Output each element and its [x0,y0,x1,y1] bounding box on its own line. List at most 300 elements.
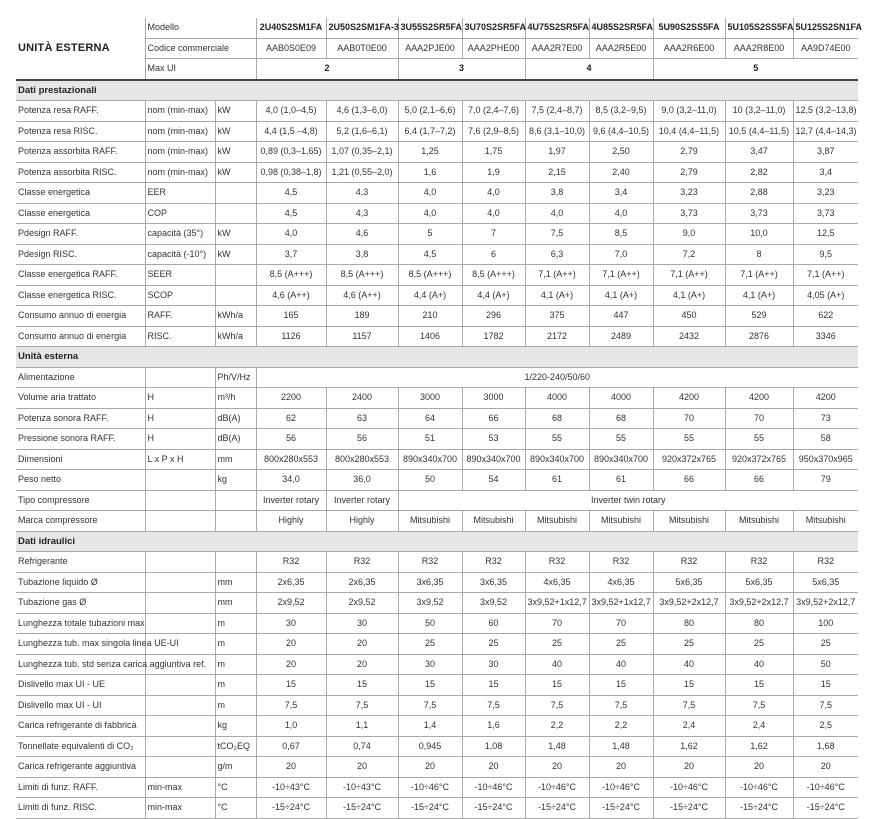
row-condition: RAFF. [145,306,215,327]
value-cell: 4,6 (1,3–6,0) [326,101,398,122]
value-cell: 296 [462,306,525,327]
value-cell: 890x340x700 [525,449,589,470]
value-cell: 3,4 [793,162,858,183]
value-cell: -10÷46°C [398,777,462,798]
value-cell: 450 [653,306,725,327]
value-cell: 8,5 (3,2–9,5) [589,101,653,122]
table-row [16,408,858,429]
value-cell: 80 [725,613,793,634]
value-cell: 4,05 (A+) [793,285,858,306]
value-cell: 2x9,52 [256,593,326,614]
table-row [16,388,858,409]
value-cell: 20 [256,654,326,675]
model-name: 4U75S2SR5FA [525,18,589,38]
value-cell: 7,5 [525,695,589,716]
value-cell: 5x6,35 [793,572,858,593]
value-cell: 920x372x765 [653,449,725,470]
row-label: Pdesign RISC. [16,244,145,265]
value-cell: 2,40 [589,162,653,183]
model-name: 5U125S2SN1FA [793,18,858,38]
row-label: Potenza assorbita RISC. [16,162,145,183]
value-cell: 3,7 [256,244,326,265]
value-cell: -10÷46°C [653,777,725,798]
row-condition: SEER [145,265,215,286]
value-cell: 3,23 [653,183,725,204]
value-cell: 3x9,52+1x12,7 [589,593,653,614]
row-label: Potenza resa RAFF. [16,101,145,122]
value-cell: 7,5 [725,695,793,716]
value-cell: 40 [525,654,589,675]
table-row [16,101,858,122]
value-cell: Mitsubishi [398,511,462,532]
value-cell: -15÷24°C [326,798,398,819]
row-label: Alimentazione [16,367,145,388]
value-cell: 15 [256,675,326,696]
value-cell: 10,5 (4,4–11,5) [725,121,793,142]
value-cell: 800x280x553 [256,449,326,470]
value-cell: 4,4 (A+) [398,285,462,306]
value-cell: 50 [398,470,462,491]
row-condition: nom (min-max) [145,121,215,142]
header-row-model [16,18,858,38]
value-cell: 8,5 [589,224,653,245]
value-cell: 3,23 [793,183,858,204]
value-cell: 2,4 [653,716,725,737]
value-cell: 34,0 [256,470,326,491]
value-cell: 4,3 [326,203,398,224]
value-cell: 4,0 [589,203,653,224]
row-unit [215,511,256,532]
table-row [16,244,858,265]
commercial-code: AAA2R6E00 [653,38,725,59]
value-cell: 30 [256,613,326,634]
value-cell: 4200 [653,388,725,409]
value-cell: 4,1 (A+) [653,285,725,306]
value-cell: 25 [525,634,589,655]
value-cell: 30 [398,654,462,675]
model-name: 4U85S2SR5FA [589,18,653,38]
table-row [16,470,858,491]
value-cell: 15 [793,675,858,696]
row-unit: dB(A) [215,429,256,450]
value-cell: 4,0 [462,203,525,224]
row-unit: dB(A) [215,408,256,429]
row-label: Lunghezza tub. max singola linea UE-UI [16,634,145,655]
row-condition: COP [145,203,215,224]
commercial-code: AAB0S0E09 [256,38,326,59]
value-cell: 68 [525,408,589,429]
value-cell: 3x9,52 [398,593,462,614]
value-cell: Mitsubishi [653,511,725,532]
value-cell: 2432 [653,326,725,347]
row-unit: m³/h [215,388,256,409]
value-cell: 56 [256,429,326,450]
row-condition [145,675,215,696]
row-label: Classe energetica RISC. [16,285,145,306]
value-cell: 1,21 (0,55–2,0) [326,162,398,183]
row-condition [145,470,215,491]
table-row [16,654,858,675]
value-cell: 447 [589,306,653,327]
value-cell: 1157 [326,326,398,347]
table-row [16,224,858,245]
maxui-value: 3 [398,59,525,80]
value-cell: 1126 [256,326,326,347]
row-condition: capacità (-10°) [145,244,215,265]
row-unit: kW [215,162,256,183]
value-cell: 20 [256,634,326,655]
value-cell: 50 [398,613,462,634]
value-cell: 30 [326,613,398,634]
value-cell: 1782 [462,326,525,347]
value-cell: 1,6 [462,716,525,737]
value-cell: -10÷46°C [589,777,653,798]
value-cell: 4,1 (A+) [725,285,793,306]
value-cell: 2x6,35 [256,572,326,593]
value-cell: 55 [653,429,725,450]
row-condition: EER [145,183,215,204]
value-cell: 890x340x700 [398,449,462,470]
row-unit: kg [215,470,256,491]
row-label: Lunghezza totale tubazioni max [16,613,145,634]
value-cell: 2,88 [725,183,793,204]
model-name: 3U70S2SR5FA [462,18,525,38]
row-label: Limiti di funz. RAFF. [16,777,145,798]
row-unit: kWh/a [215,326,256,347]
value-cell: 2,82 [725,162,793,183]
row-label: Lunghezza tub. std senza carica aggiuntiva ref. [16,654,145,675]
value-cell: 4,4 (A+) [462,285,525,306]
row-condition: H [145,408,215,429]
maxui-value: 5 [653,59,858,80]
value-cell: 12,5 [793,224,858,245]
value-cell: 375 [525,306,589,327]
spec-table [16,18,863,819]
row-unit: kWh/a [215,306,256,327]
value-cell: 25 [462,634,525,655]
table-row [16,285,858,306]
row-unit: kW [215,142,256,163]
value-cell: -15÷24°C [256,798,326,819]
table-row [16,511,858,532]
row-condition [145,593,215,614]
value-cell: 12,7 (4,4–14,3) [793,121,858,142]
value-cell: -15÷24°C [462,798,525,819]
value-cell: 8,6 (3,1–10,0) [525,121,589,142]
row-label: Tubazione liquido Ø [16,572,145,593]
value-cell: 7,1 (A++) [653,265,725,286]
value-cell: 20 [793,757,858,778]
value-cell: 20 [525,757,589,778]
value-cell: 4,5 [256,183,326,204]
value-cell: 4000 [525,388,589,409]
value-cell: 1,97 [525,142,589,163]
model-name: 2U50S2SM1FA-3 [326,18,398,38]
value-cell: Mitsubishi [525,511,589,532]
table-row [16,552,858,573]
value-cell: 55 [525,429,589,450]
value-cell: 4,6 (A++) [326,285,398,306]
value-cell: -15÷24°C [725,798,793,819]
value-cell: 622 [793,306,858,327]
value-cell: 4,6 [326,224,398,245]
value-cell: 4000 [589,388,653,409]
row-condition [145,716,215,737]
value-cell: 4x6,35 [525,572,589,593]
row-unit: m [215,634,256,655]
row-condition [145,736,215,757]
value-cell: 25 [725,634,793,655]
value-cell: 5 [398,224,462,245]
row-unit: m [215,675,256,696]
commercial-code: AAA2PJE00 [398,38,462,59]
value-cell: Mitsubishi [793,511,858,532]
value-cell: 7,1 (A++) [525,265,589,286]
value-cell: 2876 [725,326,793,347]
row-label: Potenza resa RISC. [16,121,145,142]
value-cell: 50 [793,654,858,675]
value-cell: 20 [462,757,525,778]
table-row [16,121,858,142]
row-condition [145,572,215,593]
value-cell: 10 (3,2–11,0) [725,101,793,122]
row-condition: min-max [145,777,215,798]
value-cell: 9,6 (4,4–10,5) [589,121,653,142]
value-cell: 6 [462,244,525,265]
model-name: 3U55S2SR5FA [398,18,462,38]
page-title: UNITÀ ESTERNA [16,18,145,80]
value-cell: 4,5 [256,203,326,224]
value-cell: 2,15 [525,162,589,183]
value-cell: 890x340x700 [462,449,525,470]
value-cell: 62 [256,408,326,429]
commercial-code: AAB0T0E00 [326,38,398,59]
row-condition: L x P x H [145,449,215,470]
value-cell: 950x370x965 [793,449,858,470]
value-cell: 6,4 (1,7–7,2) [398,121,462,142]
value-cell: 5x6,35 [653,572,725,593]
row-condition: min-max [145,798,215,819]
value-cell: 64 [398,408,462,429]
value-cell: 7,1 (A++) [589,265,653,286]
row-condition [145,490,215,511]
value-cell: 890x340x700 [589,449,653,470]
value-cell: 4,0 [525,203,589,224]
row-unit: kW [215,244,256,265]
value-cell: 4200 [725,388,793,409]
value-cell: 2x9,52 [326,593,398,614]
row-unit: tCO₂EQ [215,736,256,757]
value-cell: 1,4 [398,716,462,737]
value-cell: 7,5 [525,224,589,245]
row-label: Dislivello max UI - UI [16,695,145,716]
value-cell: 3x6,35 [462,572,525,593]
value-cell: 3000 [462,388,525,409]
row-condition [145,695,215,716]
value-cell: 68 [589,408,653,429]
row-unit: kW [215,101,256,122]
row-label: Tipo compressore [16,490,145,511]
value-cell: 66 [653,470,725,491]
row-condition [145,552,215,573]
value-cell: 25 [793,634,858,655]
row-unit: mm [215,572,256,593]
value-cell: 165 [256,306,326,327]
value-cell: 53 [462,429,525,450]
row-unit: m [215,654,256,675]
value-cell: 3x9,52+2x12,7 [793,593,858,614]
value-cell: 4,4 (1,5 –4,8) [256,121,326,142]
row-label: Pressione sonora RAFF. [16,429,145,450]
value-cell: 70 [653,408,725,429]
row-unit: Ph/V/Hz [215,367,256,388]
row-unit: kW [215,121,256,142]
value-cell: 20 [589,757,653,778]
value-cell: 4,1 (A+) [525,285,589,306]
row-label: Dimensioni [16,449,145,470]
row-label: Classe energetica [16,203,145,224]
maxui-value: 4 [525,59,653,80]
value-cell: 20 [653,757,725,778]
value-cell: R32 [462,552,525,573]
value-cell: 529 [725,306,793,327]
row-label: Tubazione gas Ø [16,593,145,614]
value-cell: 7,0 [589,244,653,265]
value-cell: 2,79 [653,142,725,163]
value-cell: 1,6 [398,162,462,183]
value-cell: 7,5 [653,695,725,716]
value-cell: 2,79 [653,162,725,183]
value-cell: 0,89 (0,3–1,65) [256,142,326,163]
value-cell: 7,1 (A++) [725,265,793,286]
model-name: 5U105S2SS5FA [725,18,793,38]
value-cell: 20 [398,757,462,778]
value-cell: 2400 [326,388,398,409]
value-cell: 15 [326,675,398,696]
value-cell: 1,48 [589,736,653,757]
value-cell: 8,5 (A+++) [398,265,462,286]
table-row [16,183,858,204]
row-label: Potenza sonora RAFF. [16,408,145,429]
row-label: Consumo annuo di energia [16,326,145,347]
value-cell: 3000 [398,388,462,409]
commercial-code: AAA2PHE00 [462,38,525,59]
section-header [16,80,858,101]
model-label: Modello [145,18,256,38]
row-condition: nom (min-max) [145,162,215,183]
value-cell: 4,0 [398,183,462,204]
value-cell: 3,73 [793,203,858,224]
value-cell: 1,07 (0,35–2,1) [326,142,398,163]
row-unit: g/m [215,757,256,778]
value-cell: 2,4 [725,716,793,737]
table-row [16,265,858,286]
value-cell: -10÷43°C [326,777,398,798]
value-cell: 73 [793,408,858,429]
value-cell: 7,2 [653,244,725,265]
table-row [16,593,858,614]
value-cell: Inverter twin rotary [398,490,858,511]
value-cell: 7,5 [462,695,525,716]
row-label: Volume aria trattato [16,388,145,409]
value-cell: 63 [326,408,398,429]
value-cell: 56 [326,429,398,450]
value-cell: -10÷46°C [462,777,525,798]
value-cell: -10÷46°C [525,777,589,798]
value-cell: 4,5 [398,244,462,265]
value-cell: 800x280x553 [326,449,398,470]
row-unit: mm [215,593,256,614]
value-cell: Mitsubishi [589,511,653,532]
value-cell: 1,48 [525,736,589,757]
value-cell: Highly [326,511,398,532]
value-cell: R32 [398,552,462,573]
table-row [16,695,858,716]
table-row [16,429,858,450]
value-cell: 8,5 (A+++) [256,265,326,286]
section-header [16,347,858,368]
model-name: 5U90S2SS5FA [653,18,725,38]
row-condition: H [145,388,215,409]
row-unit: kg [215,716,256,737]
value-cell: 8 [725,244,793,265]
value-cell: 3,47 [725,142,793,163]
value-cell: 4,0 [256,224,326,245]
value-cell: 61 [589,470,653,491]
value-cell: 0,67 [256,736,326,757]
row-label: Consumo annuo di energia [16,306,145,327]
value-cell: 70 [525,613,589,634]
value-cell: R32 [525,552,589,573]
commercial-code: AAA2R7E00 [525,38,589,59]
table-row [16,572,858,593]
row-label: Classe energetica RAFF. [16,265,145,286]
value-cell: 1,9 [462,162,525,183]
value-cell: Inverter rotary [256,490,326,511]
value-cell: 4,0 [398,203,462,224]
value-cell: 3,73 [725,203,793,224]
value-cell: 20 [326,634,398,655]
row-unit [215,183,256,204]
value-cell: 66 [462,408,525,429]
value-cell: 1,62 [653,736,725,757]
value-cell: 2172 [525,326,589,347]
value-cell: 4,1 (A+) [589,285,653,306]
value-cell: 1,1 [326,716,398,737]
table-row [16,675,858,696]
value-cell: 15 [589,675,653,696]
value-cell: 5,2 (1,6–6,1) [326,121,398,142]
row-condition: nom (min-max) [145,142,215,163]
row-label: Peso netto [16,470,145,491]
model-name: 2U40S2SM1FA [256,18,326,38]
value-cell: 6,3 [525,244,589,265]
table-row [16,716,858,737]
value-cell: 1,68 [793,736,858,757]
value-cell: 4x6,35 [589,572,653,593]
value-cell: 15 [462,675,525,696]
value-cell: 54 [462,470,525,491]
value-cell: 1406 [398,326,462,347]
value-cell: Mitsubishi [725,511,793,532]
row-condition [145,367,215,388]
value-cell: 189 [326,306,398,327]
spec-sheet [16,18,863,819]
table-row [16,326,858,347]
row-label: Potenza assorbita RAFF. [16,142,145,163]
value-cell: 3x9,52 [462,593,525,614]
commercial-code: AA9D74E00 [793,38,858,59]
